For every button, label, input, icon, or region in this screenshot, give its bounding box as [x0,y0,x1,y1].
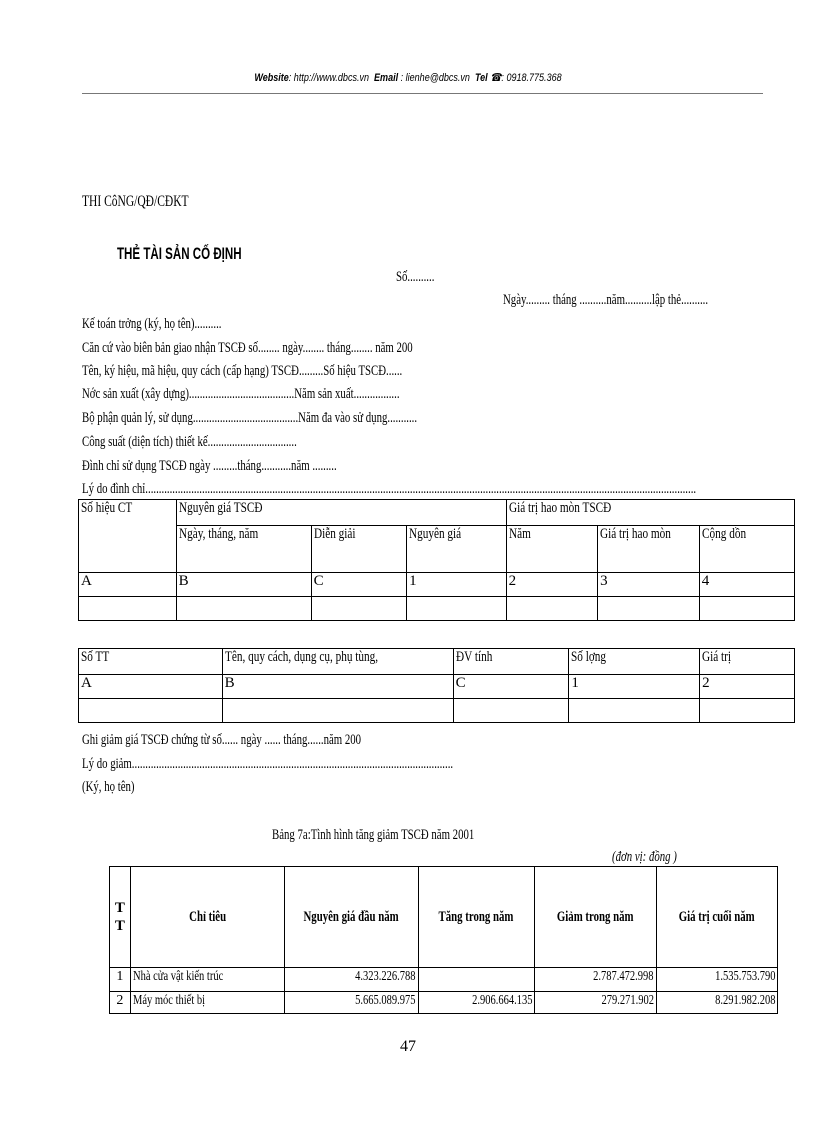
row-increase: 2.906.664.135 [418,992,535,1014]
header-dv-tinh: ĐV tính [453,649,569,675]
header-so-hieu-ct: Số hiệu CT [79,500,177,573]
card-number: Số.......... [396,269,435,285]
header-nguyen-gia-group: Nguyên giá TSCĐ [176,500,506,526]
row-tt: 1 [110,968,131,992]
header-dien-giai: Diễn giải [311,526,407,573]
code-cell: 2 [700,675,795,699]
table3-unit: (đơn vị: đồng ) [612,849,677,865]
field-can-cu: Căn cứ vào biên bản giao nhận TSCĐ số........ ngày........ tháng........ năm 200 [82,340,413,356]
row-tt: 2 [110,992,131,1014]
field-ke-toan-truong: Kế toán trởng (ký, họ tên).......... [82,316,222,332]
header-chi-tieu: Chỉ tiêu [130,867,285,968]
header-tang-trong-nam: Tăng trong năm [418,867,535,968]
row-name: Máy móc thiết bị [130,992,285,1014]
header-ten-quy-cach: Tên, quy cách, dụng cụ, phụ tùng, [222,649,453,675]
asset-change-table [109,866,778,1014]
website-label: Website [254,72,289,84]
header-tt: TT [110,867,131,968]
website-value: : http://www.dbcs.vn [288,72,370,84]
card-date: Ngày......... tháng ..........năm..........lập thẻ.......... [503,292,709,308]
code-cell: 4 [699,573,794,597]
field-ten-ky-hieu: Tên, ký hiệu, mã hiệu, quy cách (cấp hạng) TSCĐ.........Số hiệu TSCĐ...... [82,363,403,379]
table-row-codes [79,573,795,597]
field-nuoc-san-xuat: Nớc sản xuất (xây dựng).......................................Năm sản xuất................. [82,386,400,402]
ly-do-giam-line: Lý do giảm....................................................................................................................... [82,756,454,772]
header-hao-mon-group: Giá trị hao mòn TSCĐ [506,500,794,526]
page-header [73,71,742,84]
table-row-empty [79,597,795,621]
email-label: Email [374,72,399,84]
row-decrease: 279.271.902 [535,992,656,1014]
row-end-value: 1.535.753.790 [656,968,777,992]
signature-line: (Ký, họ tên) [82,779,135,795]
field-cong-suat: Công suất (diện tích) thiết kế................................. [82,434,297,450]
email-value: : lienhe@dbcs.vn [400,72,470,84]
header-nguyen-gia: Nguyên giá [407,526,506,573]
page-number: 47 [400,1038,416,1055]
header-cong-don: Cộng dồn [699,526,794,573]
header-gia-tri-cuoi-nam: Giá trị cuối năm [656,867,777,968]
code-cell: A [79,573,177,597]
table-row-codes [79,675,795,699]
header-so-luong: Số lợng [569,649,700,675]
header-divider [82,93,763,94]
code-cell: C [311,573,407,597]
code-cell: 3 [598,573,700,597]
form-code: THI CôNG/QĐ/CĐKT [82,193,189,210]
row-start-value: 4.323.226.788 [285,968,418,992]
header-gia-tri-hao-mon: Giá trị hao mòn [598,526,700,573]
code-cell: B [176,573,311,597]
phone-icon: ☎ [490,72,502,84]
header-ngay-thang-nam: Ngày, tháng, năm [176,526,311,573]
card-title: THẺ TÀI SẢN CỐ ĐỊNH [117,244,242,263]
code-cell: C [453,675,569,699]
code-cell: 1 [569,675,700,699]
header-nguyen-gia-dau-nam: Nguyên giá đầu năm [285,867,418,968]
table-row-empty [79,699,795,723]
header-nam: Năm [506,526,598,573]
header-giam-trong-nam: Giảm trong năm [535,867,656,968]
table-row [110,968,778,992]
header-so-tt: Số TT [79,649,223,675]
field-dinh-chi: Đình chỉ sử dụng TSCĐ ngày .........tháng...........năm ......... [82,458,337,474]
header-gia-tri: Giá trị [700,649,795,675]
row-increase [418,968,535,992]
code-cell: 2 [506,573,598,597]
table-row [110,992,778,1014]
ghi-giam-line: Ghi giảm giá TSCĐ chứng từ số...... ngày ...... tháng......năm 200 [82,732,362,748]
row-end-value: 8.291.982.208 [656,992,777,1014]
row-start-value: 5.665.089.975 [285,992,418,1014]
row-name: Nhà cửa vật kiến trúc [130,968,285,992]
row-decrease: 2.787.472.998 [535,968,656,992]
code-cell: A [79,675,223,699]
code-cell: 1 [407,573,506,597]
tel-value: : 0918.775.368 [501,72,562,84]
field-bo-phan: Bộ phận quản lý, sử dụng.......................................Năm đa vào sử dụng........... [82,410,418,426]
tel-label: Tel [474,72,488,84]
field-ly-do-dinh-chi: Lý do đình chỉ............................................................................................................................................................................................................ [82,481,697,497]
code-cell: B [222,675,453,699]
table3-caption: Bảng 7a:Tình hình tăng giảm TSCĐ năm 2001 [272,827,475,843]
tools-table [78,648,795,723]
asset-value-table [78,499,795,621]
